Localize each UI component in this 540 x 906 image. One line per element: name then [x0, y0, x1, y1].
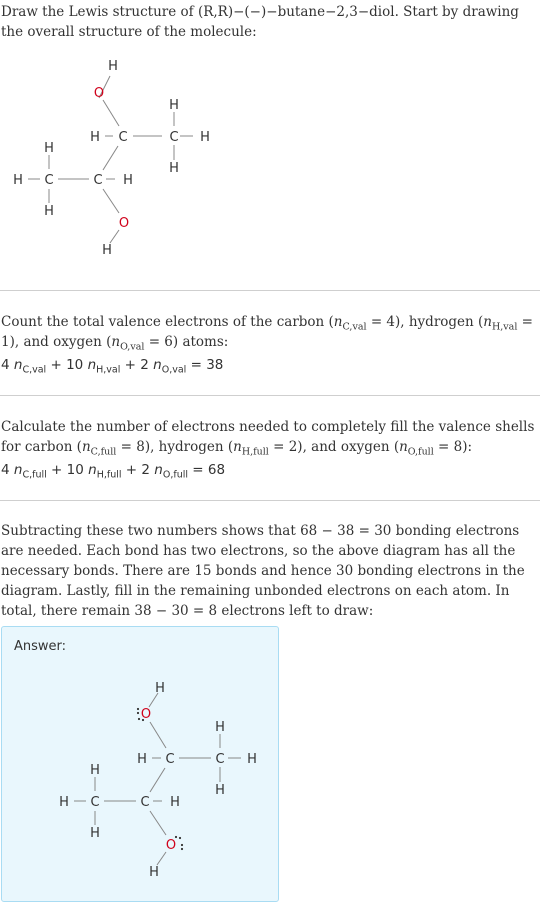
- atom-o: O: [118, 216, 130, 231]
- atom-c: C: [93, 173, 103, 188]
- intro-text: Draw the Lewis structure of (R,R)−(−)−butane−2,3−diol. Start by drawing the overall structure of the molecule:: [1, 4, 519, 40]
- answer-box: [1, 626, 279, 902]
- atom-h: H: [170, 795, 180, 810]
- atom-c: C: [169, 130, 179, 145]
- atom-h: H: [102, 243, 112, 258]
- atom-h: H: [149, 865, 159, 880]
- atom-h: H: [90, 826, 100, 841]
- valence-count-text: Count the total valence electrons of the carbon $(n_{C,val} = 4)$, hydrogen $(n_{H,val} = 1)$, and oxygen $(n_{O,val} = 6)$ atoms:: [1, 314, 533, 353]
- full-shell-text: Calculate the number of electrons needed to completely fill the valence shells for carbon $(n_{C,full} = 8)$, hydrogen $(n_{H,full} = 2)$, and oxygen $(n_{O,full} = 8)$:: [1, 419, 535, 458]
- atom-h: H: [90, 763, 100, 778]
- atom-h: H: [200, 130, 210, 145]
- divider: [0, 395, 540, 396]
- valence-equation: 4 $n_{C,val} + 10$ $n_{H,val} + 2$ $n_{O,val} = 38$: [1, 357, 224, 376]
- atom-h: H: [59, 795, 69, 810]
- atom-c: C: [90, 795, 100, 810]
- atom-h: H: [123, 173, 133, 188]
- atom-h: H: [44, 204, 54, 219]
- atom-h: H: [155, 681, 165, 696]
- atom-h: H: [108, 59, 118, 74]
- molecule-diagram: [0, 50, 240, 265]
- atom-o: O: [140, 707, 152, 722]
- atom-h: H: [247, 752, 257, 767]
- atom-h: H: [169, 161, 179, 176]
- atom-c: C: [118, 130, 128, 145]
- atom-c: C: [165, 752, 175, 767]
- atom-c: C: [44, 173, 54, 188]
- bonding-electrons-text: Subtracting these two numbers shows that 68 − 38 = 30 bonding electrons are needed. Each bond has two electrons, so the above diagram has all the necessary bonds. There are 15 bonds and hence 30 bonding electrons in the diagram. Lastly, fill in the remaining unbonded electrons on each atom. In total, there remain 38 − 30 = 8 electrons left to draw:: [1, 523, 525, 619]
- atom-h: H: [169, 98, 179, 113]
- atom-h: H: [137, 752, 147, 767]
- answer-molecule-diagram: [2, 627, 278, 901]
- atom-c: C: [215, 752, 225, 767]
- atom-o: O: [165, 838, 177, 853]
- divider: [0, 290, 540, 291]
- divider: [0, 500, 540, 501]
- atom-o: O: [93, 86, 105, 101]
- atom-h: H: [13, 173, 23, 188]
- atom-h: H: [215, 783, 225, 798]
- answer-label: Answer:: [14, 639, 67, 654]
- atom-h: H: [215, 720, 225, 735]
- atom-h: H: [90, 130, 100, 145]
- atom-h: H: [44, 141, 54, 156]
- atom-c: C: [140, 795, 150, 810]
- full-shell-equation: 4 $n_{C,full} + 10$ $n_{H,full} + 2$ $n_{O,full} = 68$: [1, 462, 226, 481]
